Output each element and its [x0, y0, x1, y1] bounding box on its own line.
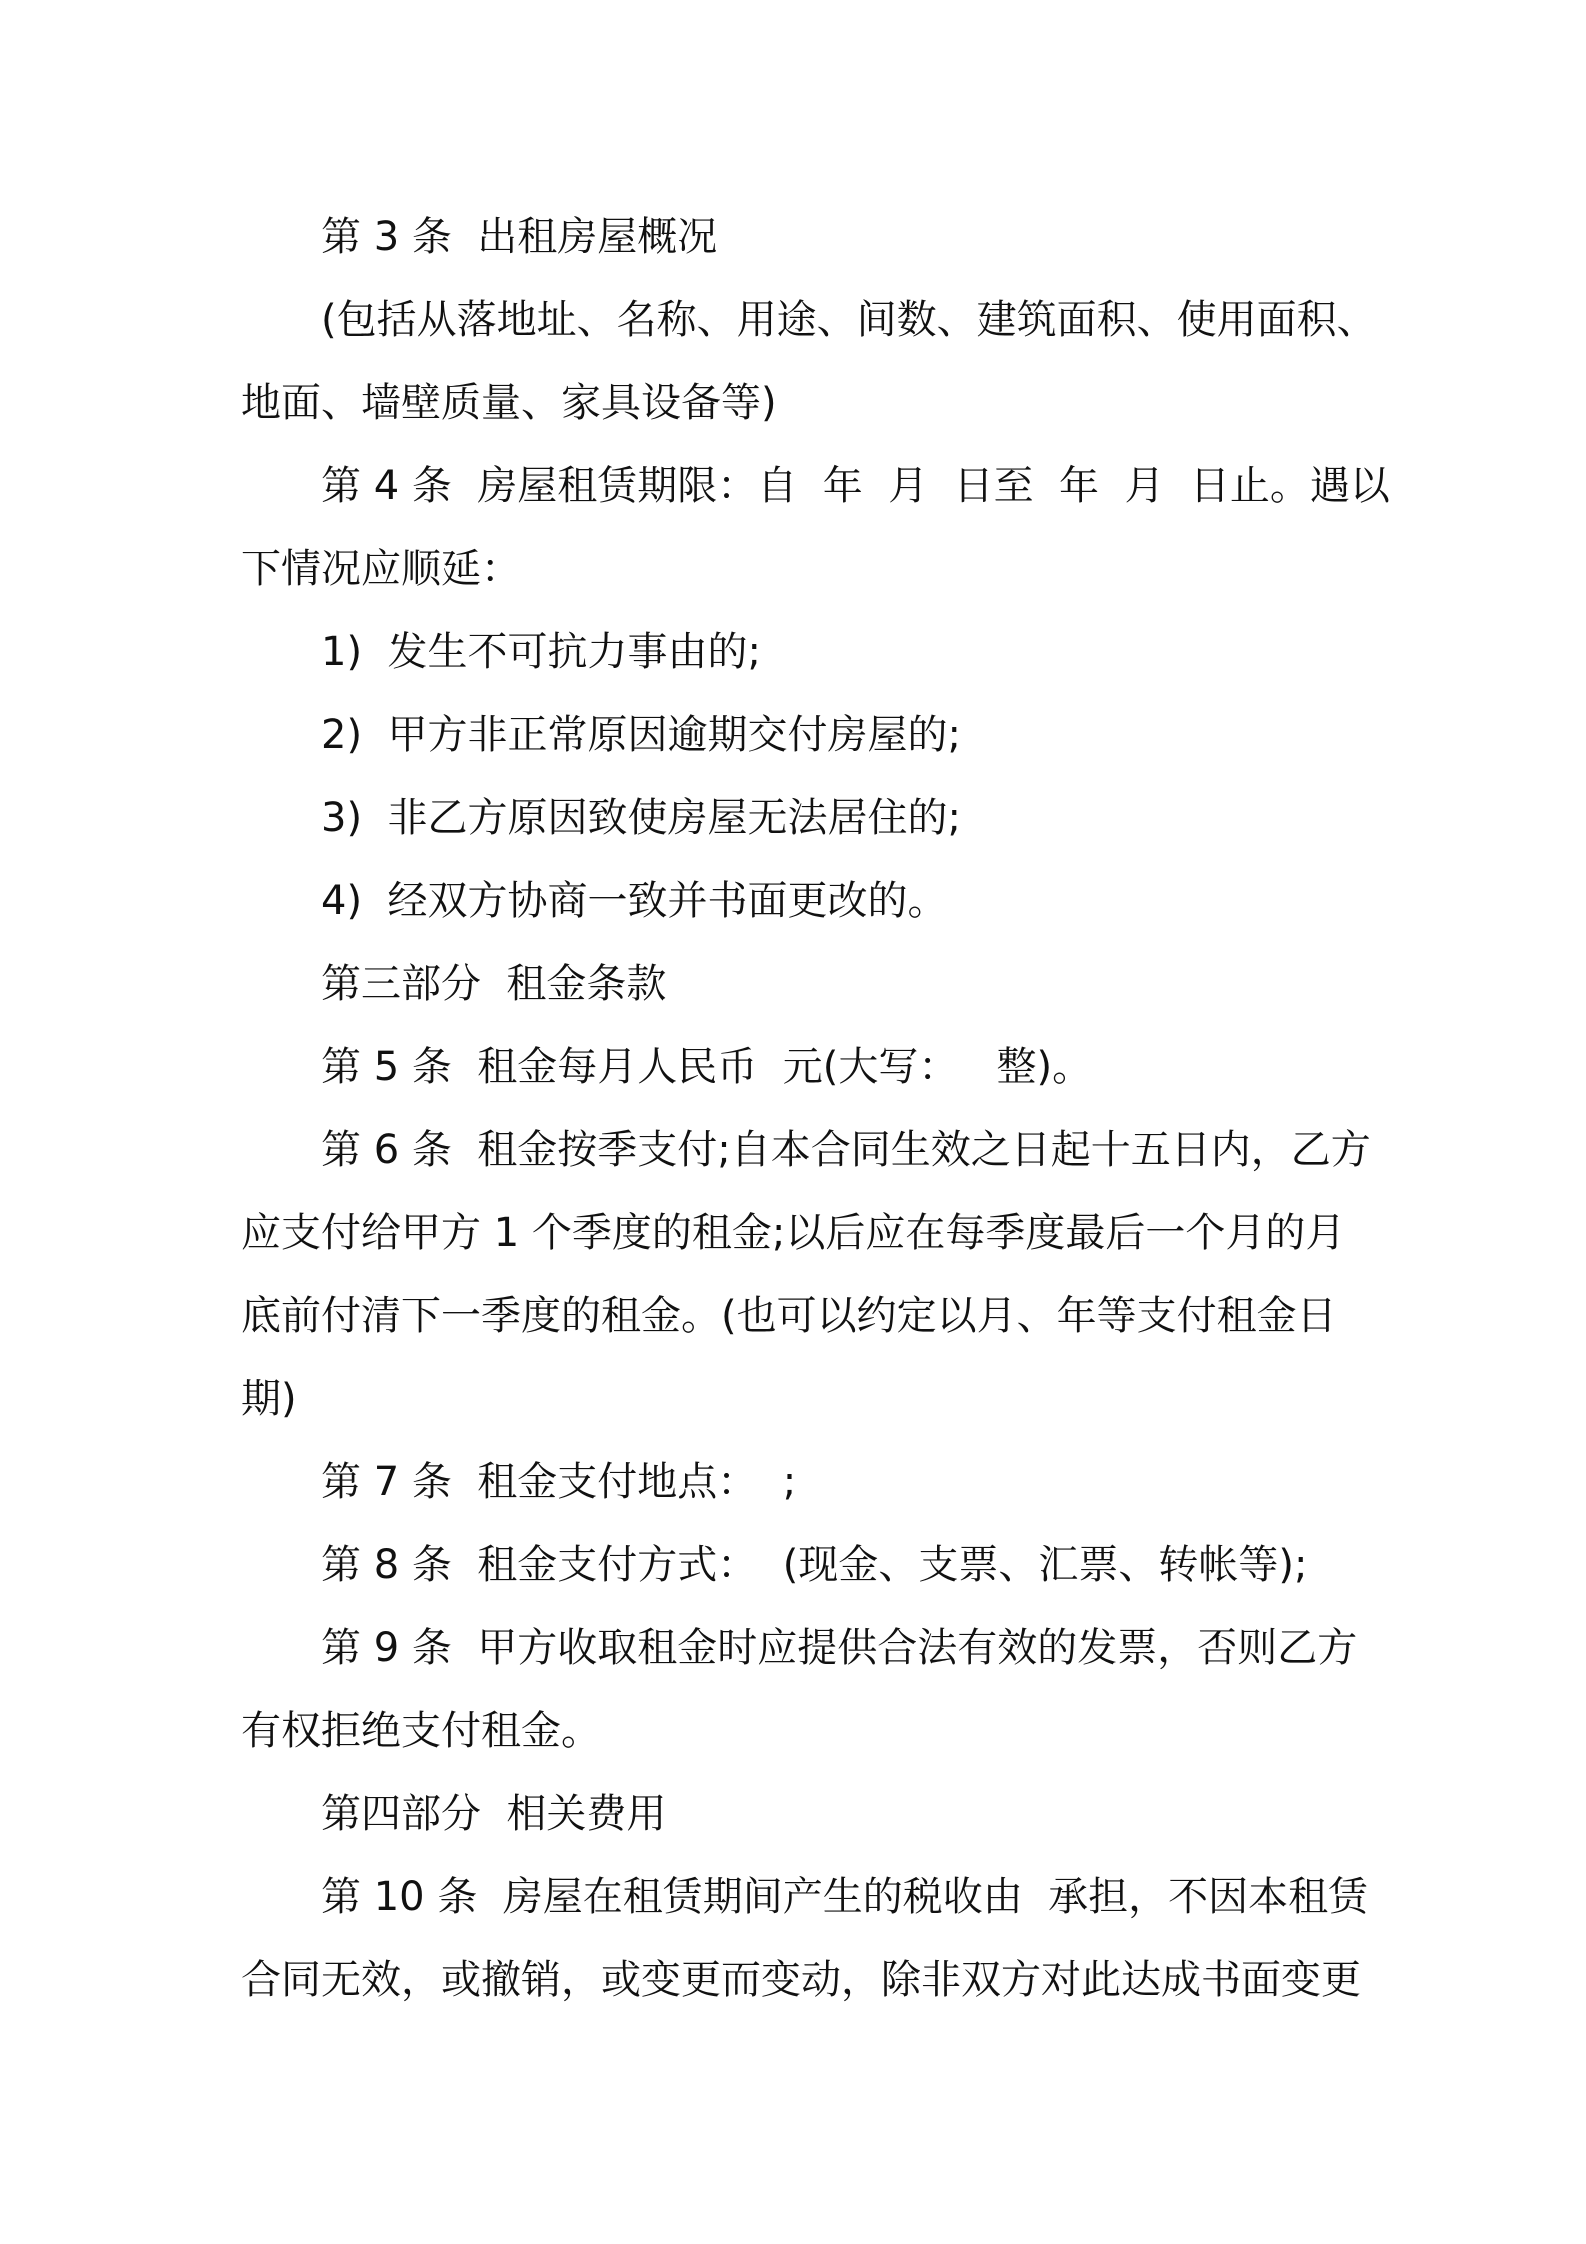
article-8: 第 8 条 租金支付方式： (现金、支票、汇票、转帐等); — [321, 1542, 1308, 1588]
article-6-line-2: 应支付给甲方 1 个季度的租金;以后应在每季度最后一个月的月 — [241, 1210, 1346, 1256]
article-10-line-2: 合同无效，或撤销，或变更而变动，除非双方对此达成书面变更 — [241, 1957, 1361, 2003]
part-4-heading: 第四部分 相关费用 — [321, 1791, 667, 1837]
article-9-line-1: 第 9 条 甲方收取租金时应提供合法有效的发票，否则乙方 — [321, 1625, 1358, 1671]
document-body — [241, 196, 1390, 2022]
article-7: 第 7 条 租金支付地点： ; — [321, 1459, 797, 1505]
article-4-item-3: 3) 非乙方原因致使房屋无法居住的; — [321, 795, 961, 841]
article-6-line-4: 期) — [241, 1376, 297, 1422]
article-4-item-4: 4) 经双方协商一致并书面更改的。 — [321, 878, 948, 924]
article-6-line-1: 第 6 条 租金按季支付;自本合同生效之日起十五日内，乙方 — [321, 1127, 1371, 1173]
article-4-item-2: 2) 甲方非正常原因逾期交付房屋的; — [321, 712, 961, 758]
article-10-line-1: 第 10 条 房屋在租赁期间产生的税收由 承担，不因本租赁 — [321, 1874, 1369, 1920]
article-9-line-2: 有权拒绝支付租金。 — [241, 1708, 601, 1754]
article-5: 第 5 条 租金每月人民币 元(大写： 整)。 — [321, 1044, 1093, 1090]
article-3-note-line-1: (包括从落地址、名称、用途、间数、建筑面积、使用面积、 — [321, 297, 1377, 343]
article-3-heading: 第 3 条 出租房屋概况 — [321, 214, 718, 260]
article-4-line-1: 第 4 条 房屋租赁期限：自 年 月 日至 年 月 日止。遇以 — [321, 463, 1390, 509]
article-6-line-3: 底前付清下一季度的租金。(也可以约定以月、年等支付租金日 — [241, 1293, 1337, 1339]
article-4-line-2: 下情况应顺延： — [241, 546, 521, 592]
article-4-item-1: 1) 发生不可抗力事由的; — [321, 629, 761, 675]
article-3-note-line-2: 地面、墙壁质量、家具设备等) — [241, 380, 777, 426]
part-3-heading: 第三部分 租金条款 — [321, 961, 667, 1007]
